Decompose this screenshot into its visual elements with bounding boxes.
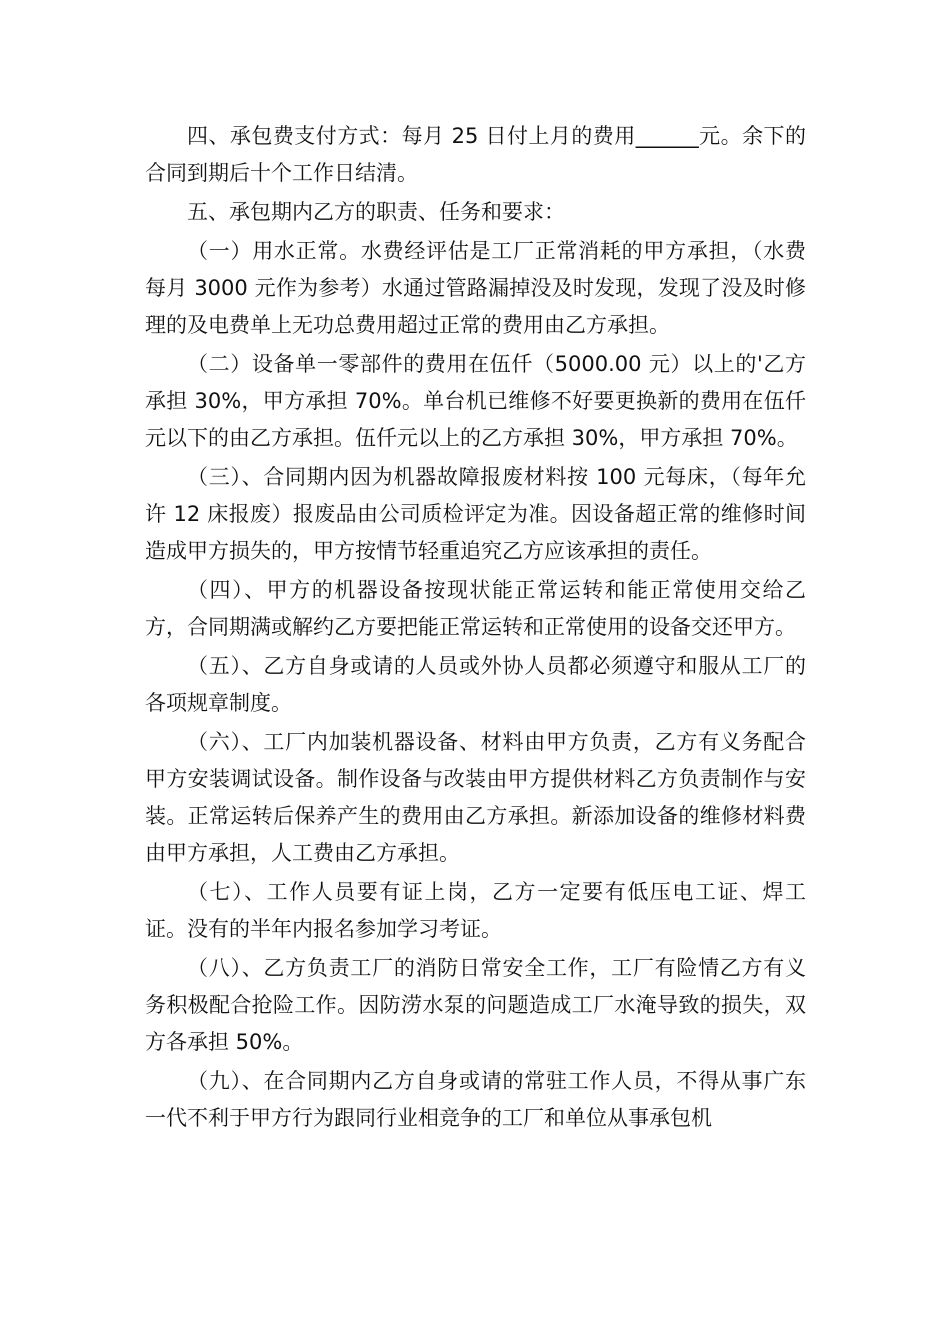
paragraph-item-1-water: （一）用水正常。水费经评估是工厂正常消耗的甲方承担，（水费每月 3000 元作为参考）水通过管路漏掉没及时发现，发现了没及时修理的及电费单上无功总费用超过正常的费用由乙方承担。 — [145, 239, 806, 337]
paragraph-item-8-fire-safety: （八）、乙方负责工厂的消防日常安全工作，工厂有险情乙方有义务积极配合抢险工作。因防涝水泵的问题造成工厂水淹导致的损失，双方各承担 50%。 — [145, 956, 806, 1054]
paragraph-item-9-non-compete: （九）、在合同期内乙方自身或请的常驻工作人员，不得从事广东一代不利于甲方行为跟同行业相竞争的工厂和单位从事承包机 — [145, 1069, 806, 1130]
paragraph-item-7-certificates: （七）、工作人员要有证上岗，乙方一定要有低压电工证、焊工证。没有的半年内报名参加学习考证。 — [145, 880, 806, 941]
paragraph-item-3-scrap: （三）、合同期内因为机器故障报废材料按 100 元每床，（每年允许 12 床报废）报废品由公司质检评定为准。因设备超正常的维修时间造成甲方损失的，甲方按情节轻重追究乙方应该承担的责任。 — [145, 465, 806, 563]
paragraph-payment-method: 四、承包费支付方式：每月 25 日付上月的费用______元。余下的合同到期后十个工作日结清。 — [145, 124, 806, 185]
paragraph-item-4-equipment-handover: （四）、甲方的机器设备按现状能正常运转和能正常使用交给乙方，合同期满或解约乙方要把能正常运转和正常使用的设备交还甲方。 — [145, 578, 806, 639]
paragraph-section-five-heading: 五、承包期内乙方的职责、任务和要求： — [187, 200, 565, 224]
paragraph-item-6-installation: （六）、工厂内加装机器设备、材料由甲方负责，乙方有义务配合甲方安装调试设备。制作设备与改装由甲方提供材料乙方负责制作与安装。正常运转后保养产生的费用由乙方承担。新添加设备的维修材料费由甲方承担，人工费由乙方承担。 — [145, 730, 806, 865]
paragraph-item-5-rules: （五）、乙方自身或请的人员或外协人员都必须遵守和服从工厂的各项规章制度。 — [145, 654, 806, 715]
paragraph-item-2-parts-cost: （二）设备单一零部件的费用在伍仟（5000.00 元）以上的'乙方承担 30%，甲方承担 70%。单台机已维修不好要更换新的费用在伍仟元以下的由乙方承担。伍仟元以上的乙方承担 30%，甲方承担 70%。 — [145, 352, 806, 450]
document-page — [145, 118, 806, 1137]
